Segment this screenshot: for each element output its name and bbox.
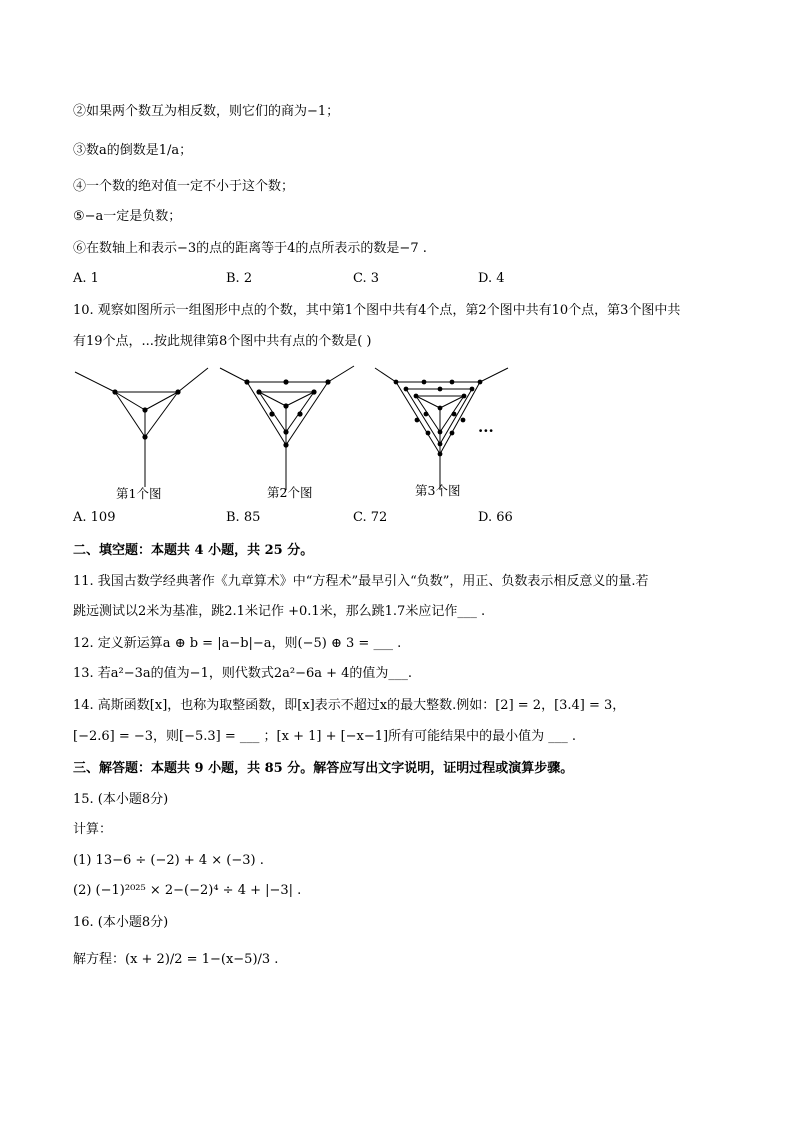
section-3-heading: 三、解答题：本题共 9 小题，共 85 分。解答应写出文字说明，证明过程或演算步骤。: [73, 761, 574, 776]
q9-options: [73, 271, 733, 289]
q10-options: [73, 510, 733, 528]
q9-option-a: A. 1: [73, 271, 99, 286]
q15-part-2: (2) (−1)²⁰²⁵ × 2−(−2)⁴ ÷ 4 + |−3| .: [73, 883, 302, 898]
q9-statement-3: ③数a的倒数是1/a；: [73, 143, 193, 158]
q10-option-b: B. 85: [226, 510, 261, 525]
section-2-heading: 二、填空题：本题共 4 小题，共 25 分。: [73, 543, 314, 558]
q14-stem-line2: [−2.6] = −3，则[−5.3] = ___ ；[x + 1] + [−x−1]所有可能结果中的最小值为 ___ .: [73, 729, 577, 744]
figure-2-caption: 第2个图: [267, 485, 313, 500]
q15-header: 15. (本小题8分): [73, 792, 169, 807]
q9-statement-6: ⑥在数轴上和表示−3的点的距离等于4的点所表示的数是−7 .: [73, 241, 427, 256]
q14-stem-line1: 14. 高斯函数[x]，也称为取整函数，即[x]表示不超过x的最大整数.例如：[2] = 2，[3.4] = 3，: [73, 698, 626, 713]
q9-option-b: B. 2: [226, 271, 253, 286]
figure-1-caption: 第1个图: [116, 486, 162, 501]
q15-intro: 计算：: [73, 822, 113, 837]
q11-stem-line2: 跳远测试以2米为基准，跳2.1米记作 +0.1米，那么跳1.7米应记作___ .: [73, 604, 486, 619]
q9-option-d: D. 4: [478, 271, 505, 286]
q9-statement-2: ②如果两个数互为相反数，则它们的商为−1；: [73, 104, 340, 119]
q10-option-d: D. 66: [478, 510, 513, 525]
q10-stem-line1: 10. 观察如图所示一组图形中点的个数，其中第1个图中共有4个点，第2个图中共有10个点，第3个图中共: [73, 303, 681, 318]
figure-ellipsis: ...: [478, 418, 494, 436]
q10-option-c: C. 72: [353, 510, 388, 525]
figure-2-drawing: [220, 366, 354, 490]
q12-stem: 12. 定义新运算a ⊕ b = |a−b|−a，则(−5) ⊕ 3 = ___ .: [73, 636, 402, 651]
q10-figure: [70, 362, 520, 504]
q16-equation: 解方程：(x + 2)/2 = 1−(x−5)/3 .: [73, 952, 279, 967]
q9-statement-5: ⑤−a一定是负数；: [73, 209, 182, 224]
q11-stem-line1: 11. 我国古数学经典著作《九章算术》中“方程术”最早引入“负数”，用正、负数表示相反意义的量.若: [73, 574, 649, 589]
q10-option-a: A. 109: [73, 510, 116, 525]
figure-1-drawing: [75, 368, 208, 487]
q16-header: 16. (本小题8分): [73, 915, 169, 930]
q15-part-1: (1) 13−6 ÷ (−2) + 4 × (−3) .: [73, 853, 264, 868]
q9-statement-4: ④一个数的绝对值一定不小于这个数；: [73, 179, 295, 194]
q10-stem-line2: 有19个点，...按此规律第8个图中共有点的个数是( ): [73, 334, 372, 349]
q13-stem: 13. 若a²−3a的值为−1，则代数式2a²−6a + 4的值为___.: [73, 666, 413, 681]
figure-3-caption: 第3个图: [415, 483, 461, 498]
q9-option-c: C. 3: [353, 271, 380, 286]
